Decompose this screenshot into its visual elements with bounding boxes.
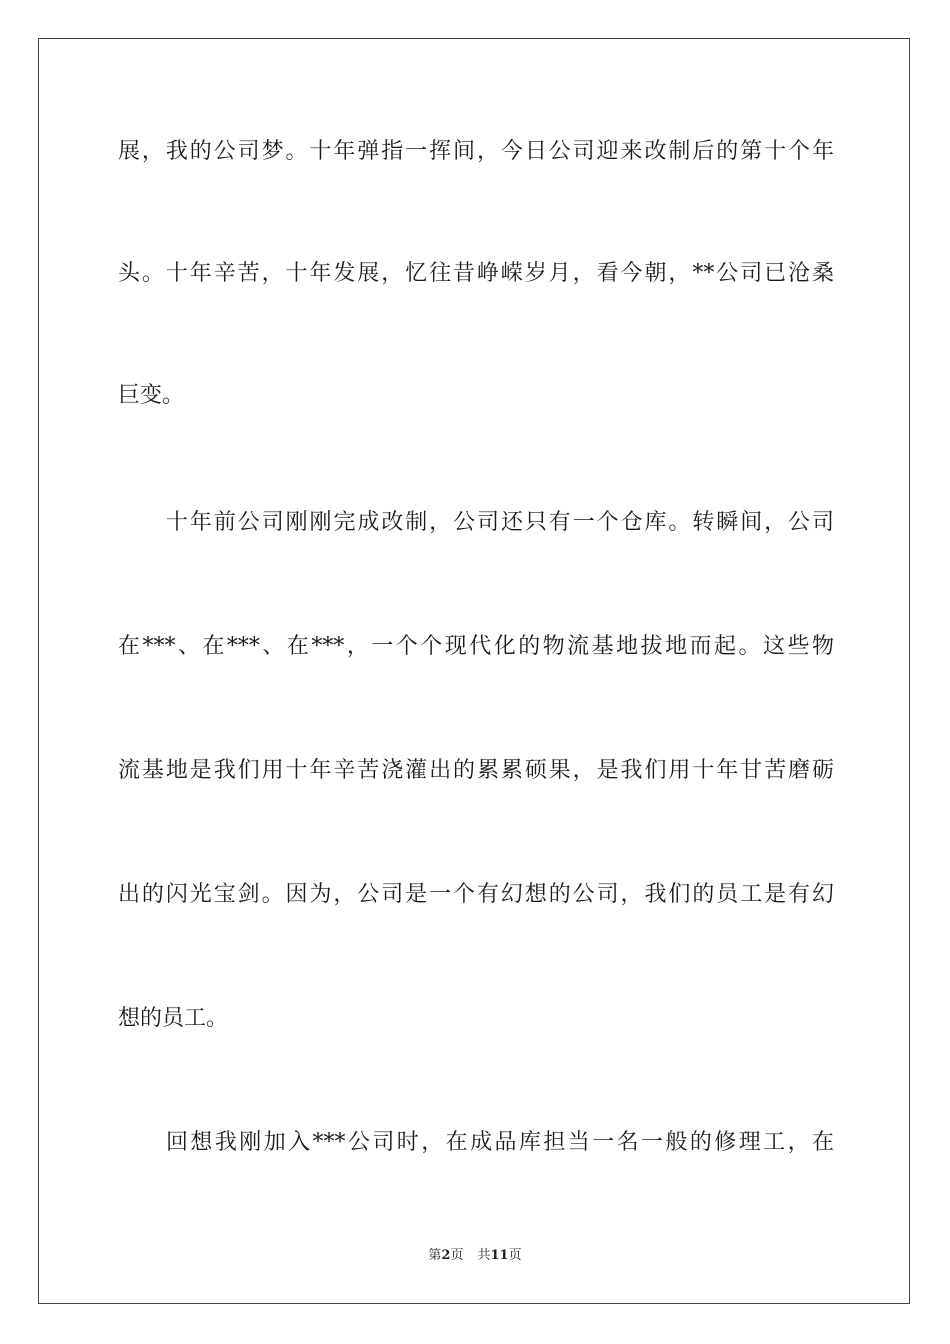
page-border: [38, 38, 910, 1304]
total-prefix: 共: [477, 1248, 491, 1263]
text-line: 在***、在***、在***，一个个现代化的物流基地拔地而起。这些物: [118, 634, 834, 659]
text-line: 展，我的公司梦。十年弹指一挥间，今日公司迎来改制后的第十个年: [118, 139, 834, 164]
total-suffix: 页: [508, 1248, 522, 1263]
text-line: 头。十年辛苦，十年发展，忆往昔峥嵘岁月，看今朝，**公司已沧桑: [118, 261, 834, 286]
page-suffix: 页: [450, 1248, 464, 1263]
page-prefix: 第: [428, 1248, 442, 1263]
text-line: 回想我刚加入***公司时，在成品库担当一名一般的修理工，在: [166, 1130, 834, 1155]
text-line: 想的员工。: [118, 1006, 229, 1031]
text-line: 流基地是我们用十年辛苦浇灌出的累累硕果，是我们用十年甘苦磨砺: [118, 758, 834, 783]
text-line: 十年前公司刚刚完成改制，公司还只有一个仓库。转瞬间，公司: [166, 510, 834, 535]
page-number: 2: [441, 1248, 451, 1263]
total-pages: 11: [490, 1248, 509, 1263]
text-line: 出的闪光宝剑。因为，公司是一个有幻想的公司，我们的员工是有幻: [118, 882, 834, 907]
page-footer: [0, 1247, 950, 1265]
text-line: 巨变。: [118, 383, 185, 408]
